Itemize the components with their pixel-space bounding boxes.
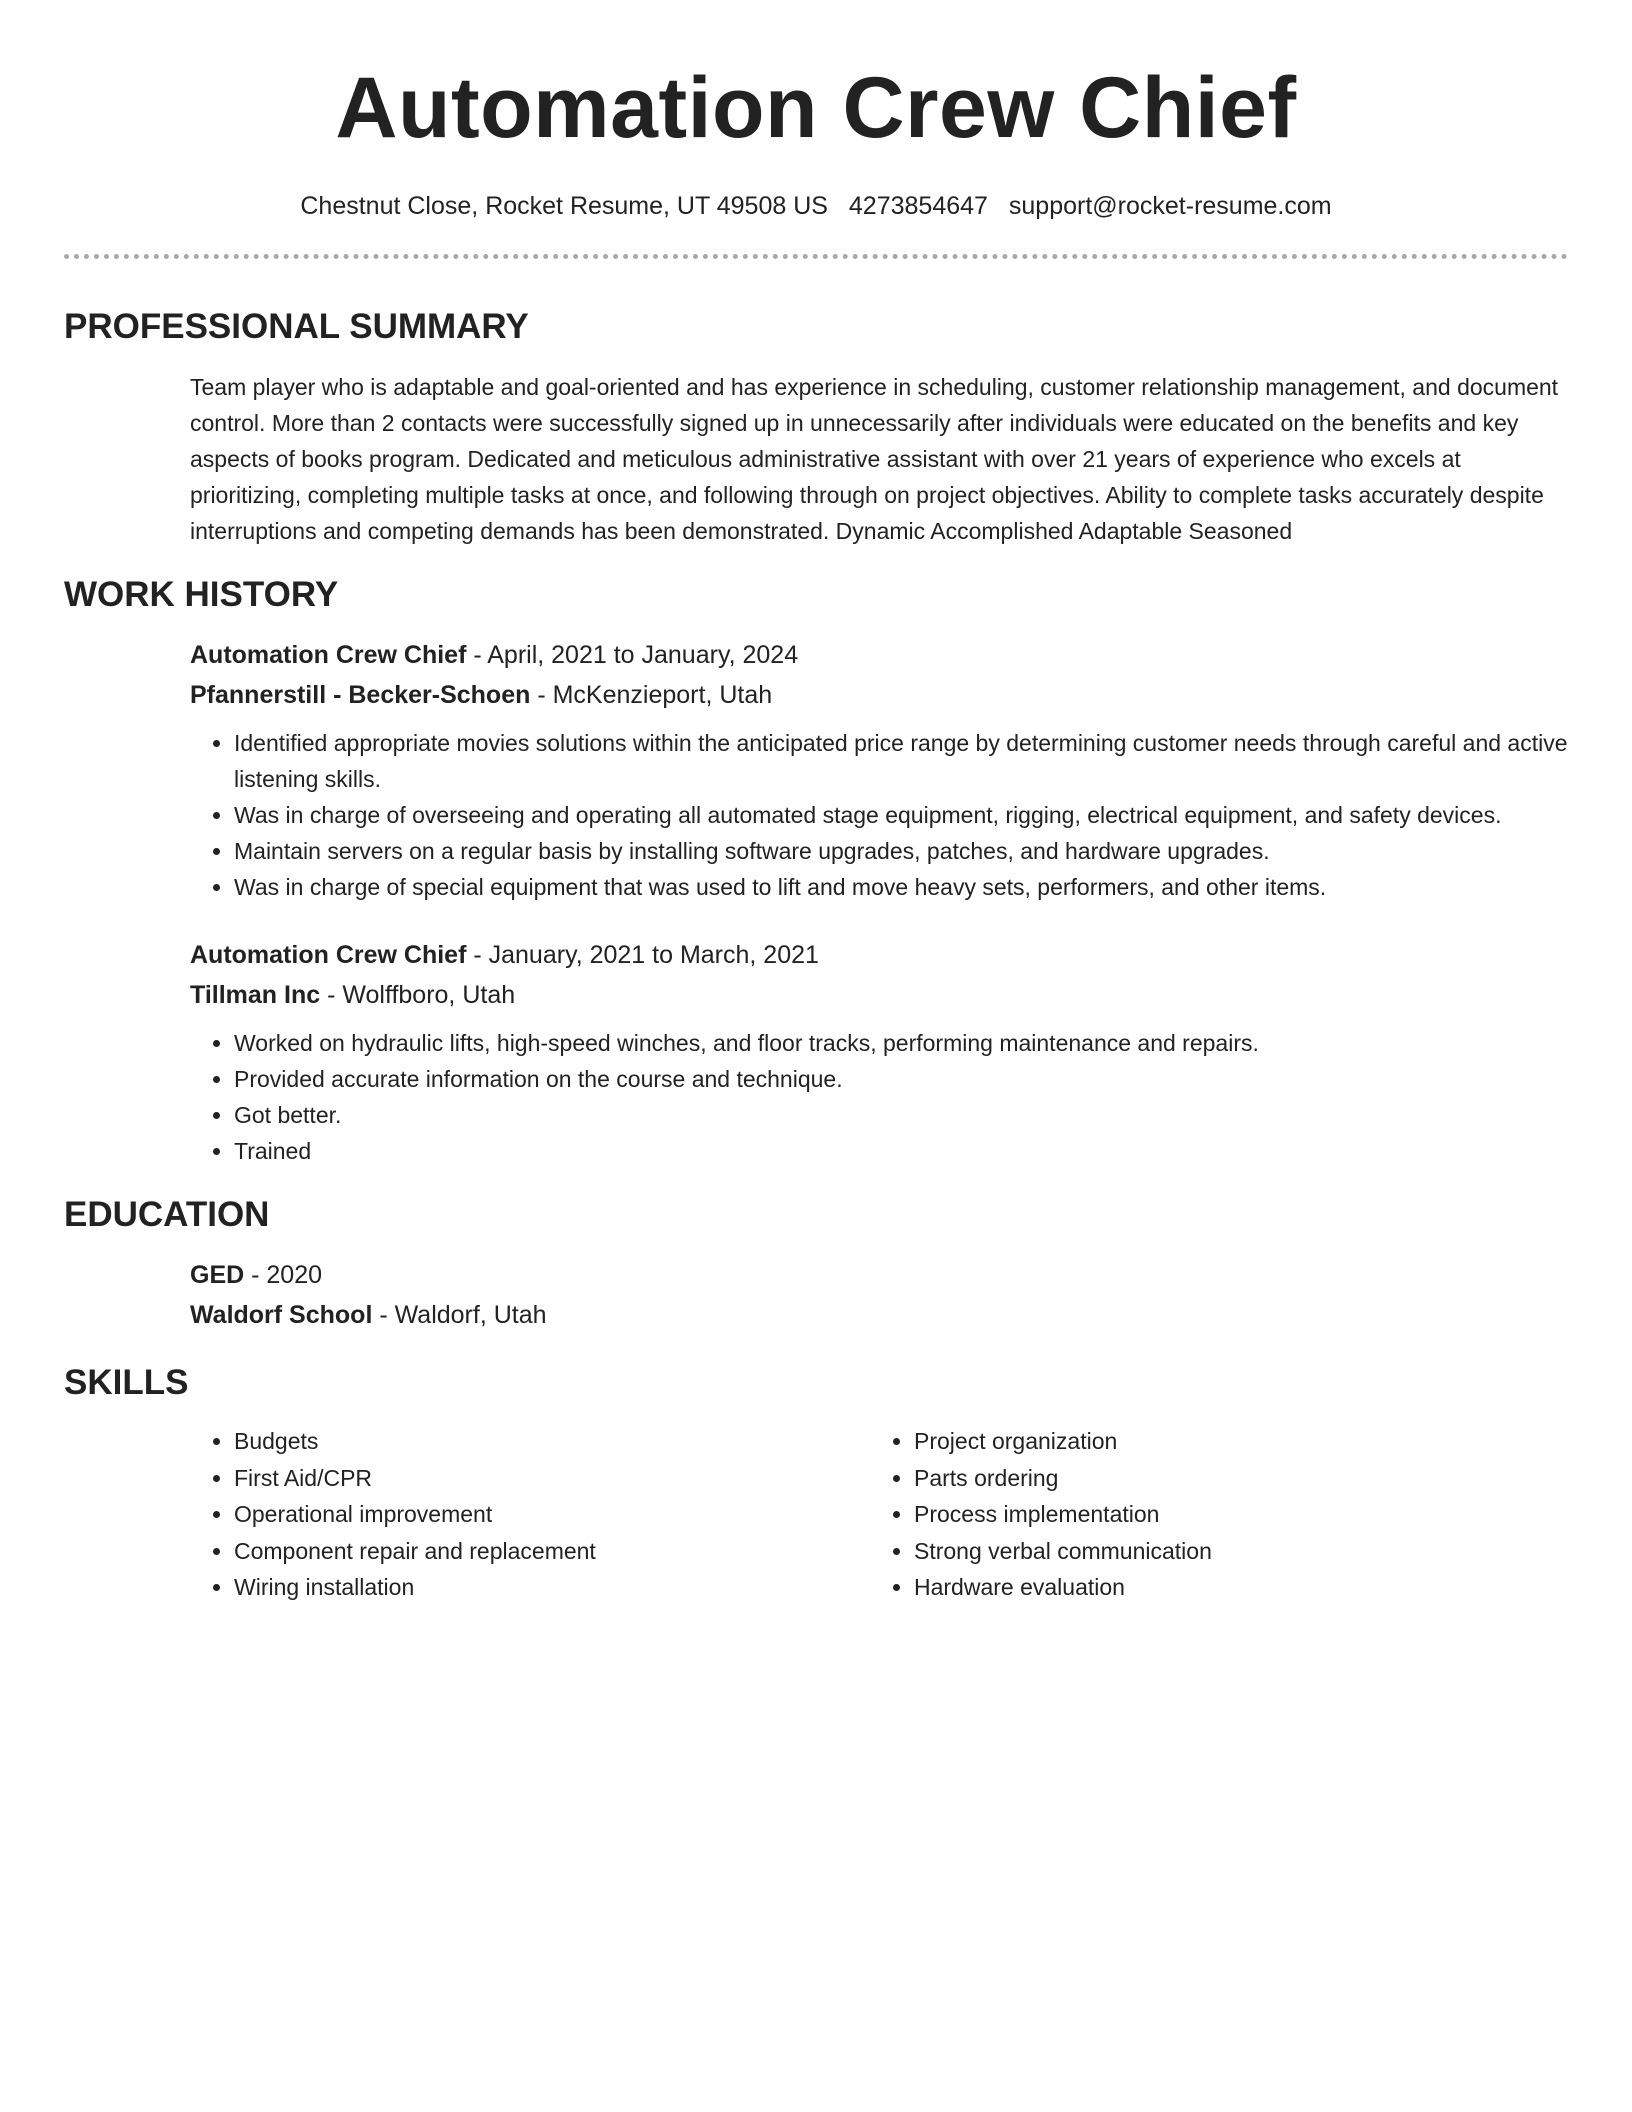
skill-item: • First Aid/CPR xyxy=(234,1460,870,1497)
skill-item: • Strong verbal communication xyxy=(914,1533,1550,1570)
section-title-education: EDUCATION xyxy=(64,1195,270,1234)
degree-name: GED xyxy=(190,1261,245,1289)
school-line xyxy=(190,1295,1568,1335)
section-title-work-history: WORK HISTORY xyxy=(64,575,339,614)
job-title-line xyxy=(190,635,1568,675)
summary-section xyxy=(64,305,1568,549)
job-role: Automation Crew Chief xyxy=(190,641,467,669)
company-name: Pfannerstill - Becker-Schoen xyxy=(190,681,531,709)
job-bullets xyxy=(190,1025,1568,1169)
skills-grid xyxy=(190,1423,1568,1606)
job-dates: - April, 2021 to January, 2024 xyxy=(466,641,799,669)
section-title-skills: SKILLS xyxy=(64,1363,189,1402)
job-entry xyxy=(190,935,1568,1169)
job-bullet: • Identified appropriate movies solutions within the anticipated price range by determining customer needs through careful and active listening skills. xyxy=(234,725,1568,797)
skill-item: • Process implementation xyxy=(914,1496,1550,1533)
contact-address: Chestnut Close, Rocket Resume, UT 49508 US xyxy=(300,192,828,220)
school-name: Waldorf School xyxy=(190,1301,373,1329)
candidate-name: Automation Crew Chief xyxy=(335,60,1297,156)
summary-text: Team player who is adaptable and goal-oriented and has experience in scheduling, customer relationship management, and document control. More than 2 contacts were successfully signed up in unnecessarily after individuals were educated on the benefits and key aspects of books program. Dedicated and meticulous administrative assistant with over 21 years of experience who excels at prioritizing, completing multiple tasks at once, and following through on project objectives. Ability to complete tasks accurately despite interruptions and competing demands has been demonstrated. Dynamic Accomplished Adaptable Seasoned xyxy=(190,374,1559,544)
degree-line xyxy=(190,1255,1568,1295)
resume-header xyxy=(64,0,1568,259)
job-role: Automation Crew Chief xyxy=(190,941,467,969)
job-bullet: • Worked on hydraulic lifts, high-speed winches, and floor tracks, performing maintenance and repairs. xyxy=(234,1025,1568,1061)
contact-line xyxy=(64,190,1568,222)
skill-item: • Budgets xyxy=(234,1423,870,1460)
section-title-summary: PROFESSIONAL SUMMARY xyxy=(64,307,529,346)
skill-item: • Component repair and replacement xyxy=(234,1533,870,1570)
job-entry xyxy=(190,635,1568,905)
skill-item: • Operational improvement xyxy=(234,1496,870,1533)
work-history-section xyxy=(64,573,1568,1169)
skills-list xyxy=(870,1423,1550,1606)
company-location: - Wolffboro, Utah xyxy=(320,981,516,1009)
company-name: Tillman Inc xyxy=(190,981,321,1009)
header-divider xyxy=(64,254,1568,259)
job-title-line xyxy=(190,935,1568,975)
education-section xyxy=(64,1193,1568,1335)
job-bullet: • Maintain servers on a regular basis by installing software upgrades, patches, and hardware upgrades. xyxy=(234,833,1568,869)
company-line xyxy=(190,675,1568,715)
skill-item: • Hardware evaluation xyxy=(914,1569,1550,1606)
degree-year: - 2020 xyxy=(244,1261,323,1289)
skills-list xyxy=(190,1423,870,1606)
job-bullet: • Was in charge of special equipment that was used to lift and move heavy sets, performers, and other items. xyxy=(234,869,1568,905)
contact-phone: 4273854647 xyxy=(848,192,988,220)
company-line xyxy=(190,975,1568,1015)
skills-column-left xyxy=(190,1423,870,1606)
job-bullet: • Was in charge of overseeing and operating all automated stage equipment, rigging, electrical equipment, and safety devices. xyxy=(234,797,1568,833)
job-bullet: • Got better. xyxy=(234,1097,1568,1133)
job-dates: - January, 2021 to March, 2021 xyxy=(466,941,819,969)
education-entry xyxy=(190,1255,1568,1335)
skills-column-right xyxy=(870,1423,1550,1606)
skills-section xyxy=(64,1361,1568,1606)
company-location: - McKenzieport, Utah xyxy=(530,681,773,709)
job-bullet: • Provided accurate information on the course and technique. xyxy=(234,1061,1568,1097)
contact-email[interactable]: support@rocket-resume.com xyxy=(1008,192,1332,220)
school-location: - Waldorf, Utah xyxy=(372,1301,547,1329)
skill-item: • Parts ordering xyxy=(914,1460,1550,1497)
skill-item: • Wiring installation xyxy=(234,1569,870,1606)
job-bullets xyxy=(190,725,1568,905)
job-bullet: • Trained xyxy=(234,1133,1568,1169)
skill-item: • Project organization xyxy=(914,1423,1550,1460)
